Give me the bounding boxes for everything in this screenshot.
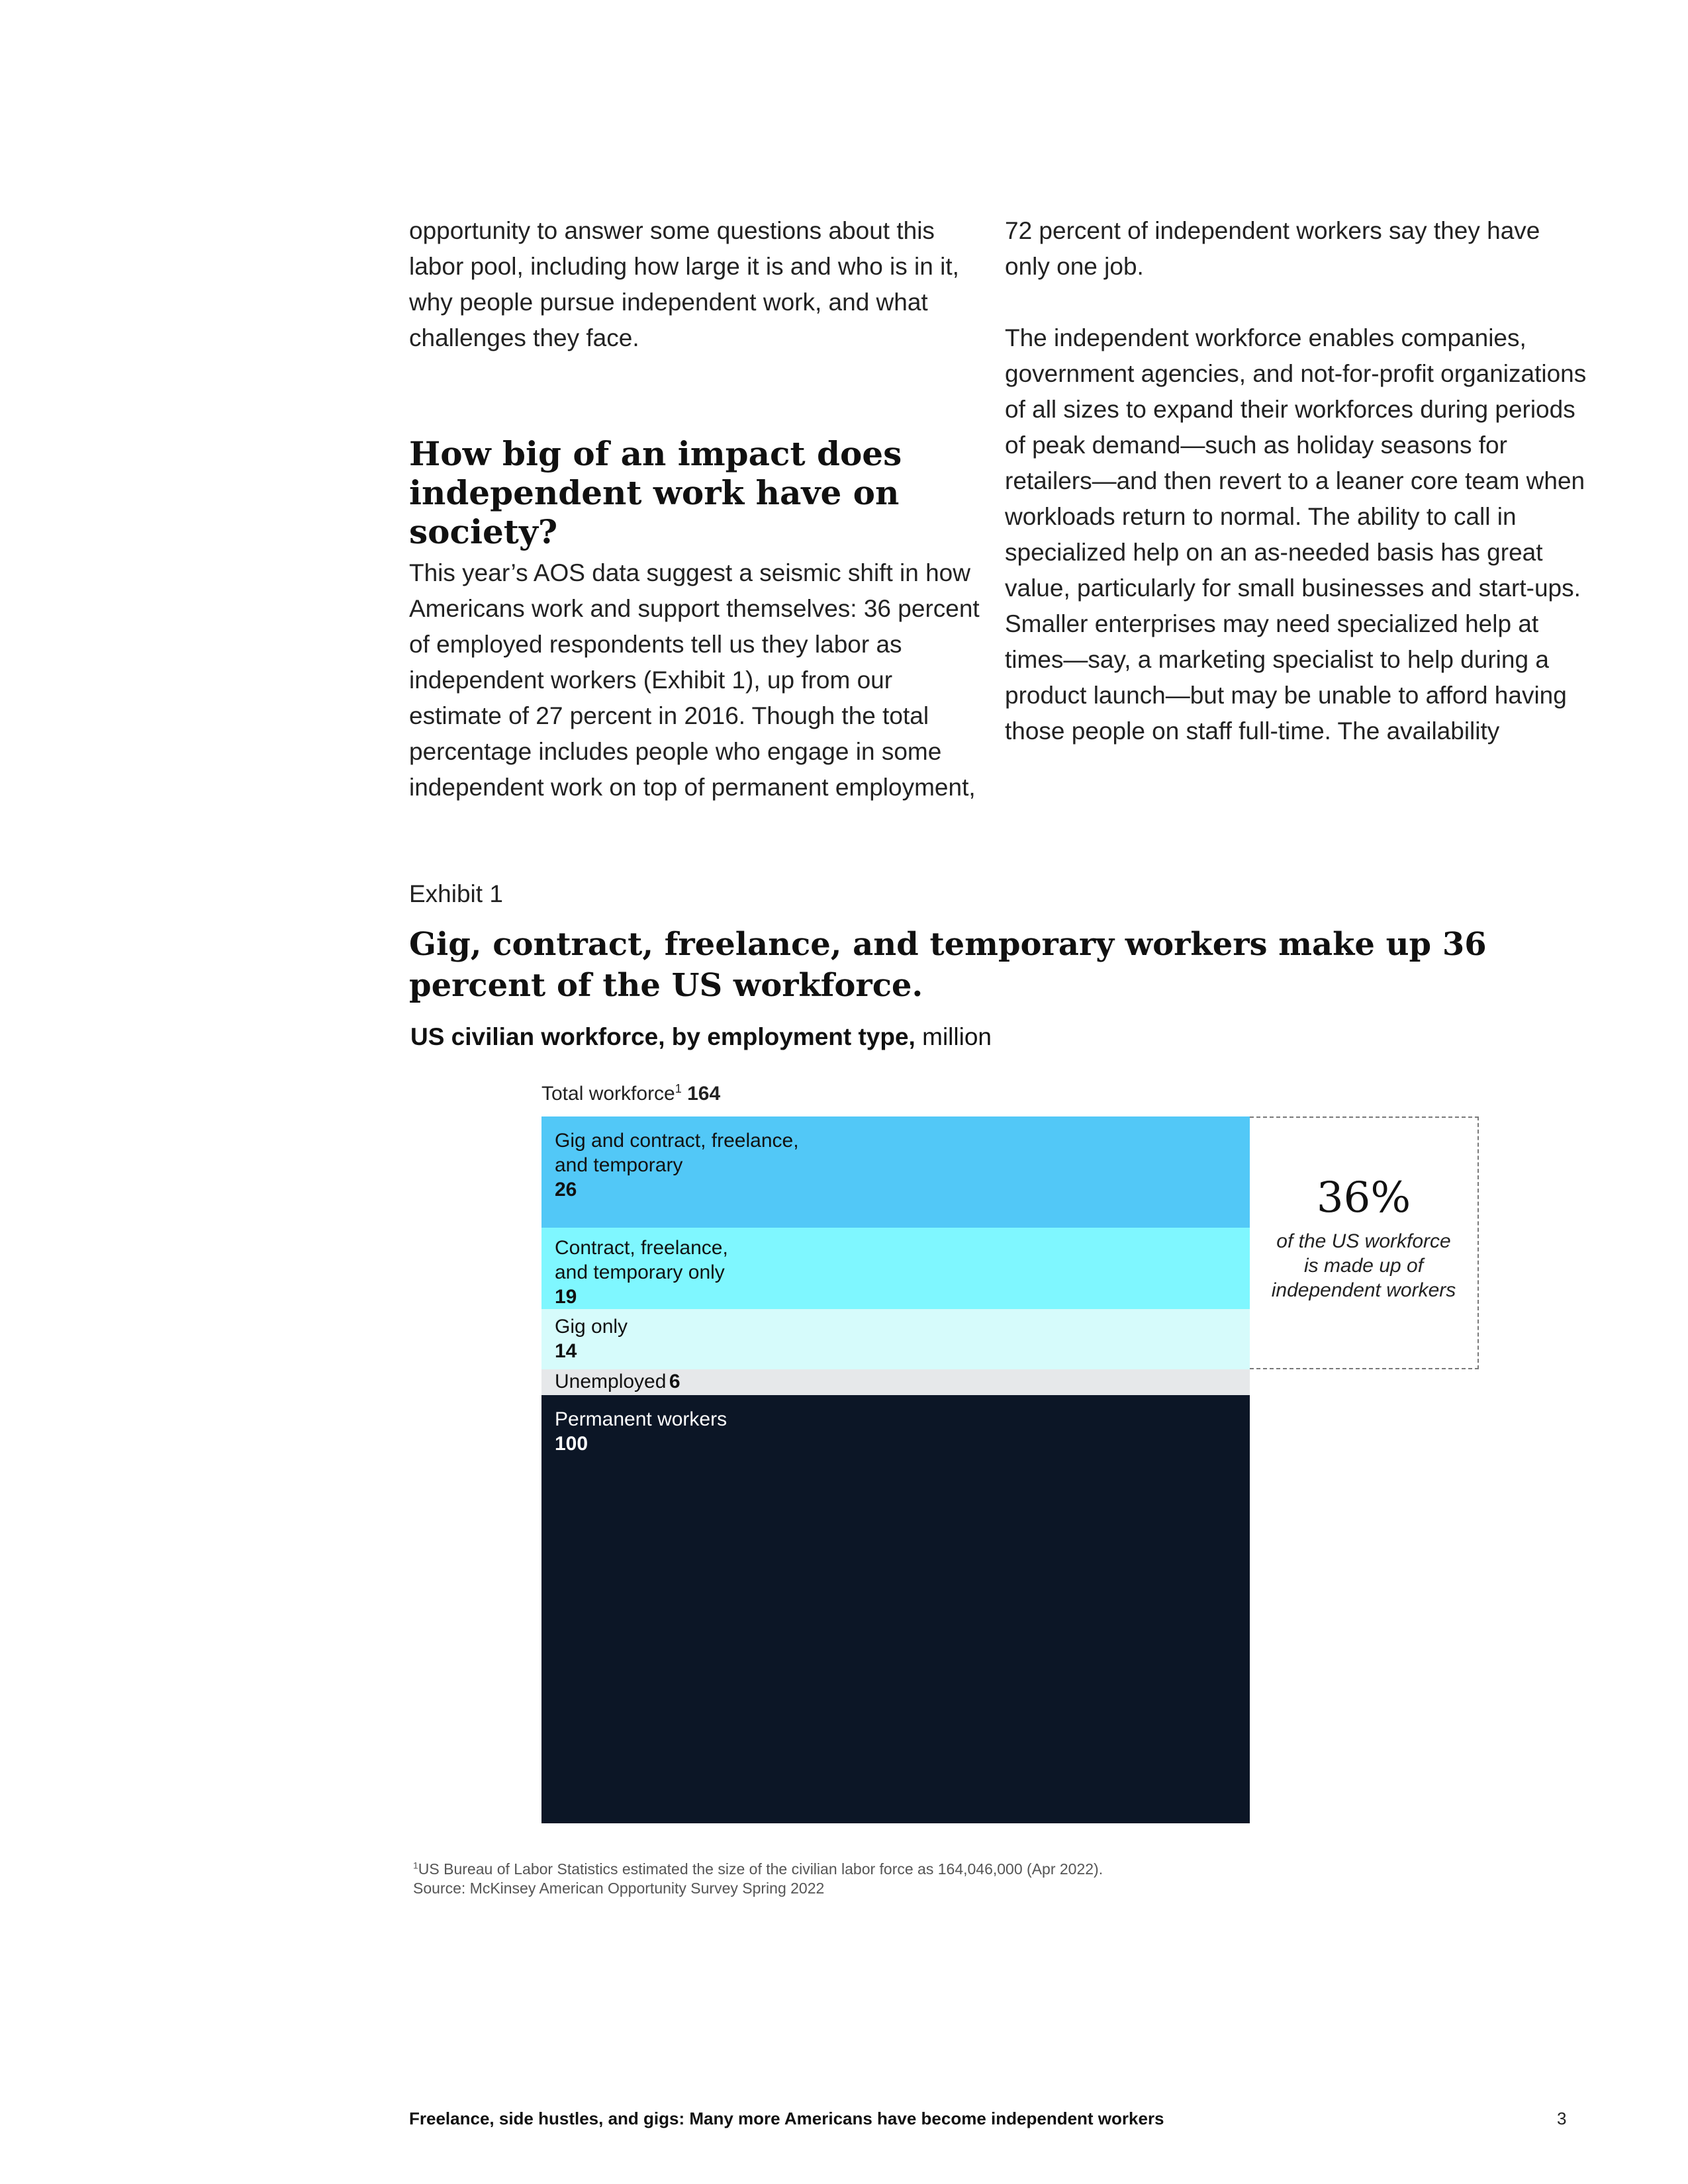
footer-title: Freelance, side hustles, and gigs: Many more Americans have become independent workers	[409, 2109, 1164, 2128]
left-paragraph-2: This year’s AOS data suggest a seismic shift in how Americans work and support themselves: 36 percent of employed respondents tell us they labor as independent workers (Exhibit 1), up from our estimate of 27 percent in 2016. Though the total percentage includes people who engage in some independent work on top of permanent employment,	[409, 559, 980, 801]
bar-segment-gig-only	[541, 1309, 1250, 1369]
page-number: 3	[1557, 2109, 1567, 2128]
section-heading: How big of an impact does independent work have on society?	[409, 434, 902, 551]
bar-segment-permanent	[541, 1395, 1250, 1823]
callout-text: of the US workforce is made up of independent workers	[1271, 1230, 1456, 1301]
segment-value: 6	[669, 1371, 680, 1392]
source-note: Source: McKinsey American Opportunity Survey Spring 2022	[413, 1880, 825, 1897]
right-paragraph-2: The independent workforce enables companies, government agencies, and not-for-profit organizations of all sizes to expand their workforces during periods of peak demand—such as holiday seasons for retailers—and then revert to a leaner core team when workloads return to normal. The ability to call in specialized help on an as-needed basis has great value, particularly for small businesses and start-ups. Smaller enterprises may need specialized help at times—say, a marketing specialist to help during a product launch—but may be unable to afford having those people on staff full-time. The availability	[1005, 324, 1587, 745]
total-workforce-text: Total workforce	[541, 1083, 675, 1105]
callout-percentage: 36%	[1316, 1173, 1411, 1222]
bar-segment-gig-contract	[541, 1116, 1250, 1228]
segment-label: Gig and contract, freelance, and temporary	[555, 1130, 799, 1176]
bar-segment-unemployed	[541, 1369, 1250, 1395]
footnote-mark: 1	[413, 1860, 418, 1871]
chart-subtitle	[410, 1023, 992, 1051]
total-workforce-label	[541, 1083, 720, 1105]
segment-value: 26	[555, 1179, 577, 1201]
footnote-text: US Bureau of Labor Statistics estimated the size of the civilian labor force as 164,046,000 (Apr 2022).	[418, 1860, 1103, 1878]
left-column	[409, 213, 992, 805]
left-paragraph-1: opportunity to answer some questions about this labor pool, including how large it is and who is in it, why people pursue independent work, and what challenges they face.	[409, 217, 959, 351]
footnote	[413, 1860, 1103, 1879]
right-paragraph-1: 72 percent of independent workers say they have only one job.	[1005, 217, 1540, 280]
total-footnote-mark: 1	[675, 1082, 682, 1095]
exhibit-label: Exhibit 1	[409, 880, 503, 907]
chart-subtitle-unit: million	[915, 1023, 992, 1050]
bar-segment-contract-only	[541, 1228, 1250, 1309]
segment-value: 100	[555, 1433, 588, 1455]
stacked-workforce-chart	[541, 1116, 1250, 1823]
callout-box	[1250, 1116, 1479, 1369]
segment-label: Contract, freelance, and temporary only	[555, 1237, 728, 1283]
segment-value: 19	[555, 1286, 577, 1308]
segment-label: Unemployed	[555, 1371, 667, 1392]
right-column	[1005, 213, 1587, 749]
footnotes	[413, 1860, 1103, 1898]
segment-value: 14	[555, 1340, 577, 1362]
chart-subtitle-main: US civilian workforce, by employment type,	[410, 1023, 915, 1050]
segment-label: Gig only	[555, 1316, 628, 1338]
total-workforce-value: 164	[687, 1083, 721, 1105]
exhibit-title: Gig, contract, freelance, and temporary workers make up 36 percent of the US workforce.	[409, 926, 1487, 1004]
segment-label: Permanent workers	[555, 1408, 727, 1430]
